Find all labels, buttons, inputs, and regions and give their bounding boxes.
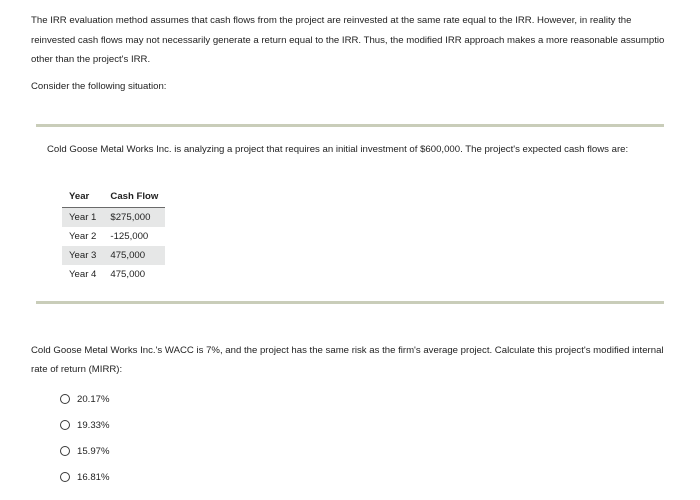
table-row: [62, 208, 165, 228]
question-line-1: Cold Goose Metal Works Inc.'s WACC is 7%, and the project has the same risk as the firm's average project. Calculate this project's modified internal: [31, 345, 664, 356]
cash-flow-table: [62, 186, 165, 284]
divider-bottom: [36, 301, 664, 304]
intro-line-1: The IRR evaluation method assumes that cash flows from the project are reinvested at the same rate equal to the IRR. However, in reality the: [31, 15, 632, 26]
radio-button-icon[interactable]: [60, 420, 70, 430]
cash-flow-cell: 475,000: [103, 246, 165, 265]
answer-option-2[interactable]: [60, 412, 110, 438]
answer-options: [60, 386, 110, 490]
radio-button-icon[interactable]: [60, 394, 70, 404]
header-cash-flow: Cash Flow: [103, 186, 165, 208]
year-cell: Year 1: [62, 208, 103, 228]
question-line-2: rate of return (MIRR):: [31, 364, 123, 375]
option-label: 16.81%: [77, 471, 110, 483]
radio-button-icon[interactable]: [60, 446, 70, 456]
year-cell: Year 4: [69, 269, 97, 280]
consider-label: Consider the following situation:: [31, 81, 167, 92]
problem-statement: Cold Goose Metal Works Inc. is analyzing a project that requires an initial investment of $600,000. The project's expected cash flows are:: [47, 144, 629, 155]
table-header-row: [62, 186, 165, 208]
header-year: Year: [62, 186, 103, 208]
intro-paragraph: [31, 11, 700, 70]
year-cell: Year 2: [69, 231, 97, 242]
table-row: [62, 246, 165, 265]
answer-option-3[interactable]: [60, 438, 110, 464]
table-row: [62, 227, 165, 246]
year-cell: Year 3: [62, 246, 103, 265]
radio-button-icon[interactable]: [60, 472, 70, 482]
table-row: [62, 265, 165, 284]
option-label: 15.97%: [77, 445, 110, 457]
divider-top: [36, 124, 664, 127]
answer-option-1[interactable]: [60, 386, 110, 412]
cash-flow-cell: 475,000: [110, 269, 146, 280]
question-text: [31, 341, 700, 379]
intro-line-2: reinvested cash flows may not necessarily generate a return equal to the IRR. Thus, the modified IRR approach makes a more reasonable assumptio: [31, 34, 665, 46]
option-label: 19.33%: [77, 419, 110, 431]
cash-flow-cell: -125,000: [110, 231, 149, 242]
intro-line-3: other than the project's IRR.: [31, 54, 151, 65]
option-label: 20.17%: [77, 393, 110, 405]
cash-flow-cell: $275,000: [103, 208, 165, 228]
answer-option-4[interactable]: [60, 464, 110, 490]
